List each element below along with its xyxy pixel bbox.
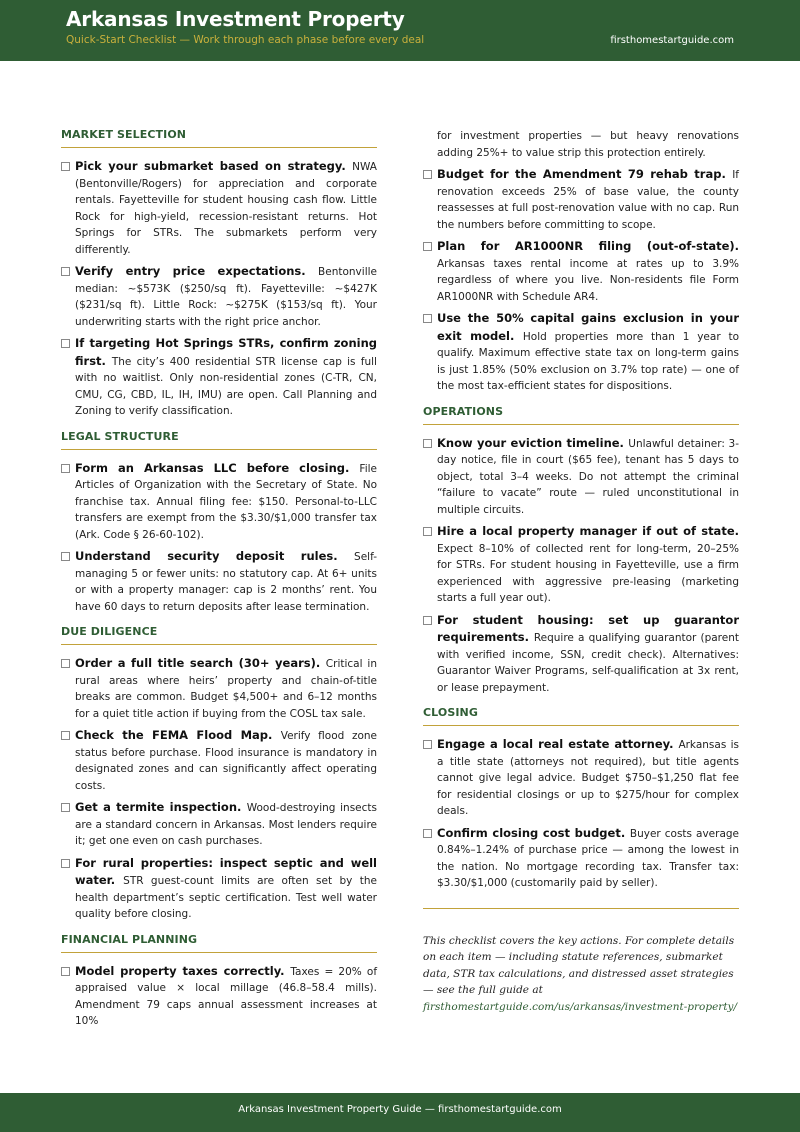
- item-text: STR guest-count limits are often set by the health department’s septic certification. Test well water quality before closing.: [75, 875, 377, 920]
- item-lead: Check the FEMA Flood Map.: [75, 728, 281, 742]
- checkbox-icon[interactable]: [61, 967, 70, 976]
- checkbox-icon[interactable]: [423, 616, 432, 625]
- item-lead: Hire a local property manager if out of state.: [437, 524, 739, 538]
- section-title: LEGAL STRUCTURE: [61, 430, 377, 450]
- item-text: Unlawful detainer: 3-day notice, file in court ($65 fee), tenant has 5 days to object, total 3–4 weeks. Do not attempt the criminal “failure to vacate” route — ruled unconstitutional in multiple circuits.: [437, 437, 739, 516]
- item-lead: Pick your submarket based on strategy.: [75, 159, 353, 173]
- checkbox-icon[interactable]: [423, 740, 432, 749]
- checkbox-icon[interactable]: [423, 242, 432, 251]
- checklist-item: [61, 963, 377, 1030]
- checklist-item: [61, 263, 377, 330]
- item-text: Hold properties more than 1 year to qualify. Maximum effective state tax on long-term gains is just 1.85% (50% exclusion on 3.7% top rate) — one of the most tax-efficient states for dispositions.: [437, 330, 740, 392]
- checkbox-icon[interactable]: [423, 314, 432, 323]
- checklist-item: [423, 435, 739, 519]
- section-financial-planning: [61, 933, 377, 1030]
- item-lead: Use the 50% capital gains exclusion in your exit model.: [437, 311, 739, 343]
- right-column: [423, 128, 739, 1015]
- checkbox-icon[interactable]: [61, 339, 70, 348]
- divider: [423, 908, 739, 909]
- item-text: If renovation exceeds 25% of base value, the county reassesses at full post-renovation value with no cap. Run the numbers before committing to scope.: [437, 169, 739, 231]
- checklist-item: [61, 655, 377, 722]
- checkbox-icon[interactable]: [423, 527, 432, 536]
- item-lead: For student housing: set up guarantor requirements.: [437, 612, 739, 644]
- checklist-item: [423, 523, 739, 607]
- checklist-item: [61, 727, 377, 794]
- item-text: NWA (Bentonville/Rogers) for appreciation and corporate rentals. Fayetteville for student housing cash flow. Little Rock for high-yield, recession-resistant returns. Hot Springs for STRs. The submarkets perform very differently.: [75, 161, 377, 256]
- item-lead: Know your eviction timeline.: [437, 435, 629, 450]
- item-lead: Order a full title search (30+ years).: [75, 656, 326, 670]
- item-lead: If targeting Hot Springs STRs, confirm zoning first.: [75, 336, 377, 368]
- section-title: OPERATIONS: [423, 405, 739, 425]
- item-lead: Model property taxes correctly.: [75, 963, 291, 978]
- section-due-diligence: [61, 625, 377, 923]
- section-title: CLOSING: [423, 706, 739, 726]
- item-text: Wood-destroying insects are a standard concern in Arkansas. Most lenders require it; get one even on cash purchases.: [75, 802, 377, 847]
- checkbox-icon[interactable]: [61, 267, 70, 276]
- item-lead: Plan for AR1000NR filing (out-of-state).: [437, 239, 739, 253]
- item-text: File Articles of Organization with the Secretary of State. No franchise tax. Annual filing fee: $150. Personal-to-LLC transfers are exempt from the $3.30/$1,000 transfer tax (Ark. Code § 26-60-102).: [75, 462, 377, 541]
- page-footer: Arkansas Investment Property Guide — firsthomestartguide.com: [0, 1093, 800, 1132]
- checkbox-icon[interactable]: [61, 464, 70, 473]
- item-text: Require a qualifying guarantor (parent with verified income, SSN, credit check). Alternatives: Guarantor Waiver Programs, self-qualification at 3x rent, or lease prepayment.: [437, 632, 739, 694]
- checkbox-icon[interactable]: [61, 659, 70, 668]
- checklist-item: [423, 736, 739, 820]
- checklist-item: [423, 238, 739, 305]
- checkbox-icon[interactable]: [61, 803, 70, 812]
- item-text: Buyer costs average 0.84%–1.24% of purchase price — among the lowest in the nation. No mortgage recording tax. Transfer tax: $3.30/$1,000 (customarily paid by seller).: [437, 827, 739, 889]
- checklist-item: [423, 310, 739, 395]
- item-text: Arkansas taxes rental income at rates up to 3.9% regardless of where you live. Non-residents file Form AR1000NR with Schedule AR4.: [437, 257, 739, 303]
- item-text: Bentonville median: ~$573K ($250/sq ft). Fayetteville: ~$427K ($231/sq ft). Little Rock: ~$275K ($153/sq ft). Your underwriting starts with the right price anchor.: [75, 266, 377, 328]
- checklist-item: [61, 548, 377, 615]
- item-text: Self-managing 5 or fewer units: no statutory cap. At 6+ units or with a property manager: cap is 2 months’ rent. You have 60 days to return deposits after lease termination.: [75, 551, 377, 613]
- item-text: Expect 8–10% of collected rent for long-term, 20–25% for STRs. For student housing in Fayetteville, use a firm experienced with aggressive pre-leasing (marketing starts a full year out).: [437, 542, 739, 604]
- section-operations: [423, 405, 739, 697]
- checkbox-icon[interactable]: [61, 162, 70, 171]
- header-site-link[interactable]: firsthomestartguide.com: [610, 35, 734, 46]
- item-lead: Verify entry price expectations.: [75, 264, 319, 278]
- item-lead: Form an Arkansas LLC before closing.: [75, 460, 360, 475]
- item-lead: Understand security deposit rules.: [75, 549, 355, 563]
- section-market-selection: [61, 128, 377, 420]
- item-text: Verify flood zone status before purchase. Flood insurance is mandatory in designated zones and can significantly affect operating costs.: [75, 730, 377, 792]
- section-title: FINANCIAL PLANNING: [61, 933, 377, 953]
- checkbox-icon[interactable]: [61, 859, 70, 868]
- page-header: [0, 0, 800, 61]
- checklist-item: [61, 855, 377, 923]
- section-closing: [423, 706, 739, 892]
- checklist-item: [61, 158, 377, 258]
- checkbox-icon[interactable]: [423, 829, 432, 838]
- section-title: DUE DILIGENCE: [61, 625, 377, 645]
- item-text: The city’s 400 residential STR license cap is full with no waitlist. Only non-residential zones (C-TR, CN, CMU, CG, CBD, IL, IH, IMU) are open. Call Planning and Zoning to verify classification.: [75, 355, 377, 417]
- left-column: [61, 128, 377, 1040]
- item-lead: For rural properties: inspect septic and well water.: [75, 855, 377, 887]
- checklist-item: [61, 799, 377, 850]
- checkbox-icon[interactable]: [423, 170, 432, 179]
- checklist-item: [423, 166, 739, 233]
- section-title: MARKET SELECTION: [61, 128, 377, 148]
- section-legal-structure: [61, 430, 377, 616]
- checklist-item: [423, 825, 739, 892]
- page-subtitle: Quick-Start Checklist — Work through each phase before every deal: [66, 34, 425, 46]
- item-text: Taxes = 20% of appraised value × local millage (46.8–58.4 mills). Amendment 79 caps annual assessment increases at 10%: [75, 965, 378, 1027]
- guide-note: [423, 933, 739, 1016]
- checklist-item: [61, 335, 377, 420]
- item-text: Critical in rural areas where heirs’ property and chain-of-title breaks are common. Budget $4,500+ and 6–12 months for a quiet title action if buying from the COSL tax sale.: [75, 658, 377, 720]
- checkbox-icon[interactable]: [61, 552, 70, 561]
- page-title: Arkansas Investment Property: [66, 7, 405, 31]
- checklist-item: [423, 612, 739, 697]
- item-continuation: for investment properties — but heavy renovations adding 25%+ to value strip this protection entirely.: [437, 130, 739, 159]
- checkbox-icon[interactable]: [61, 731, 70, 740]
- item-text: Arkansas is a title state (attorneys not required), but title agents cannot give legal advice. Budget $750–$1,250 flat fee for residential closings or up to $275/hour for complex deals.: [437, 739, 739, 817]
- note-text: This checklist covers the key actions. For complete details on each item — including statute references, submarket data, STR tax calculations, and distressed asset strategies — see the full guide at: [423, 934, 735, 996]
- guide-link[interactable]: firsthomestartguide.com/us/arkansas/investment-property/: [423, 1000, 738, 1013]
- checklist-item: [61, 460, 377, 544]
- item-lead: Confirm closing cost budget.: [437, 825, 630, 840]
- checkbox-icon[interactable]: [423, 439, 432, 448]
- section-financial-planning-continued: [423, 128, 739, 395]
- item-lead: Budget for the Amendment 79 rehab trap.: [437, 167, 733, 181]
- item-lead: Engage a local real estate attorney.: [437, 737, 679, 751]
- item-lead: Get a termite inspection.: [75, 800, 247, 814]
